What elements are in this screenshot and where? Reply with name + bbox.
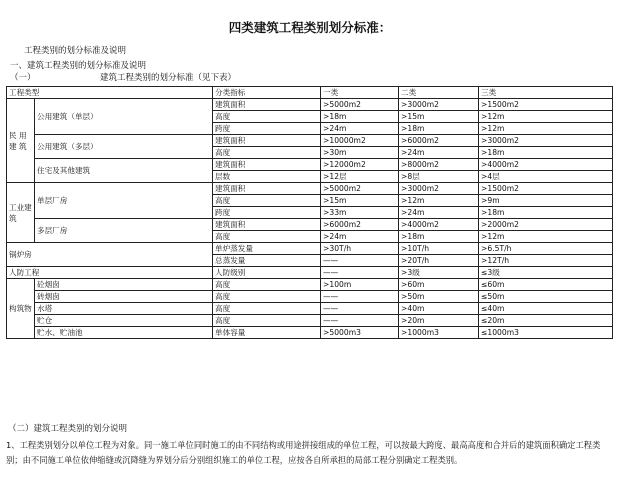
- table-row: [7, 159, 613, 171]
- value-cell: >3级: [399, 267, 479, 279]
- table-row: [7, 315, 613, 327]
- table-row: [7, 327, 613, 339]
- value-cell: ——: [321, 267, 399, 279]
- table-row: [7, 243, 613, 255]
- value-cell: ≤40m: [479, 303, 613, 315]
- value-cell: >4000m2: [399, 219, 479, 231]
- subtype-cell: 多层厂房: [35, 219, 213, 243]
- value-cell: >12000m2: [321, 159, 399, 171]
- value-cell: >20m: [399, 315, 479, 327]
- value-cell: >6000m2: [321, 219, 399, 231]
- value-cell: >4层: [479, 171, 613, 183]
- table-body: [7, 99, 613, 339]
- value-cell: ≤3级: [479, 267, 613, 279]
- value-cell: >9m: [479, 195, 613, 207]
- subtype-cell: 公用建筑（单层）: [35, 99, 213, 135]
- value-cell: >40m: [399, 303, 479, 315]
- value-cell: >10000m2: [321, 135, 399, 147]
- value-cell: >30T/h: [321, 243, 399, 255]
- subsection-one-label: （一）: [10, 73, 36, 83]
- table-row: [7, 291, 613, 303]
- table-row: [7, 183, 613, 195]
- subtype-cell: 砖烟囱: [35, 291, 213, 303]
- indicator-cell: 层数: [213, 171, 321, 183]
- table-header-row: [7, 87, 613, 99]
- header-cell: 三类: [479, 87, 613, 99]
- value-cell: ≤1000m3: [479, 327, 613, 339]
- indicator-cell: 单炉蒸发量: [213, 243, 321, 255]
- value-cell: >6000m2: [399, 135, 479, 147]
- value-cell: >6.5T/h: [479, 243, 613, 255]
- subtype-cell: 贮水、贮油池: [35, 327, 213, 339]
- value-cell: ——: [321, 291, 399, 303]
- paragraph-lead: 1、工程类别划分以单位工程为对象。: [6, 440, 145, 450]
- value-cell: >12T/h: [479, 255, 613, 267]
- value-cell: >4000m2: [479, 159, 613, 171]
- value-cell: ≤60m: [479, 279, 613, 291]
- value-cell: ——: [321, 303, 399, 315]
- value-cell: >33m: [321, 207, 399, 219]
- indicator-cell: 跨度: [213, 123, 321, 135]
- value-cell: >10T/h: [399, 243, 479, 255]
- value-cell: >3000m2: [399, 183, 479, 195]
- value-cell: >12m: [479, 123, 613, 135]
- explanation-paragraph: [6, 438, 614, 468]
- value-cell: >12层: [321, 171, 399, 183]
- indicator-cell: 人防级别: [213, 267, 321, 279]
- subsection-one: [10, 71, 237, 83]
- page-title: 四类建筑工程类别划分标准：: [228, 20, 392, 35]
- value-cell: >20T/h: [399, 255, 479, 267]
- indicator-cell: 高度: [213, 303, 321, 315]
- subtype-cell: 砼烟囱: [35, 279, 213, 291]
- value-cell: >5000m2: [321, 183, 399, 195]
- value-cell: >18m: [479, 147, 613, 159]
- subtype-cell: 公用建筑（多层）: [35, 135, 213, 159]
- group-cell: 工业建筑: [7, 183, 35, 243]
- paragraph-body: 同一施工单位同时施工的由不同结构或用途拼接组成的单位工程，可以按最大跨度、最高高度和合并后的建筑面积确定工程类别；由不同施工单位依伸缩缝或沉降缝为界划分后分别组织施工的单位工程，应按各自所承担的局部工程分别确定工程类别。: [6, 440, 601, 465]
- indicator-cell: 高度: [213, 231, 321, 243]
- value-cell: ——: [321, 255, 399, 267]
- value-cell: >15m: [399, 111, 479, 123]
- group-cell: 构筑物: [7, 279, 35, 339]
- header-cell: 一类: [321, 87, 399, 99]
- value-cell: >24m: [321, 231, 399, 243]
- table-row: [7, 303, 613, 315]
- table-row: [7, 267, 613, 279]
- indicator-cell: 高度: [213, 279, 321, 291]
- indicator-cell: 高度: [213, 111, 321, 123]
- value-cell: ——: [321, 315, 399, 327]
- value-cell: >60m: [399, 279, 479, 291]
- value-cell: >1500m2: [479, 183, 613, 195]
- intro-text: 工程类别的划分标准及说明: [24, 46, 127, 56]
- subtype-cell: 贮仓: [35, 315, 213, 327]
- value-cell: >12m: [479, 231, 613, 243]
- indicator-cell: 建筑面积: [213, 159, 321, 171]
- indicator-cell: 总蒸发量: [213, 255, 321, 267]
- value-cell: >12m: [479, 111, 613, 123]
- value-cell: >18m: [321, 111, 399, 123]
- value-cell: >18m: [479, 207, 613, 219]
- value-cell: >8层: [399, 171, 479, 183]
- value-cell: ≤20m: [479, 315, 613, 327]
- section-one-heading: 一、建筑工程类别的划分标准及说明: [10, 61, 147, 71]
- value-cell: >24m: [399, 207, 479, 219]
- subsection-one-title: 建筑工程类别的划分标准（见下表）: [100, 73, 237, 83]
- value-cell: >18m: [399, 123, 479, 135]
- value-cell: >5000m2: [321, 99, 399, 111]
- category-table: [6, 86, 613, 339]
- indicator-cell: 高度: [213, 195, 321, 207]
- group-cell: 民 用 建 筑: [7, 99, 35, 183]
- indicator-cell: 单体容量: [213, 327, 321, 339]
- value-cell: ≤50m: [479, 291, 613, 303]
- table-row: [7, 219, 613, 231]
- section-two-heading: （二）建筑工程类别的划分说明: [8, 424, 128, 434]
- indicator-cell: 高度: [213, 291, 321, 303]
- subtype-cell: 水塔: [35, 303, 213, 315]
- indicator-cell: 建筑面积: [213, 135, 321, 147]
- value-cell: >18m: [399, 231, 479, 243]
- value-cell: >3000m2: [479, 135, 613, 147]
- value-cell: >2000m2: [479, 219, 613, 231]
- value-cell: >3000m2: [399, 99, 479, 111]
- indicator-cell: 建筑面积: [213, 219, 321, 231]
- indicator-cell: 建筑面积: [213, 183, 321, 195]
- value-cell: >30m: [321, 147, 399, 159]
- subtype-cell: 住宅及其他建筑: [35, 159, 213, 183]
- value-cell: >15m: [321, 195, 399, 207]
- header-cell: 分类指标: [213, 87, 321, 99]
- table-row: [7, 279, 613, 291]
- indicator-cell: 建筑面积: [213, 99, 321, 111]
- indicator-cell: 高度: [213, 315, 321, 327]
- group-cell: 人防工程: [7, 267, 213, 279]
- value-cell: >1500m2: [479, 99, 613, 111]
- subtype-cell: 单层厂房: [35, 183, 213, 219]
- table-row: [7, 135, 613, 147]
- value-cell: >12m: [399, 195, 479, 207]
- value-cell: >24m: [321, 123, 399, 135]
- value-cell: >50m: [399, 291, 479, 303]
- value-cell: >24m: [399, 147, 479, 159]
- table-row: [7, 99, 613, 111]
- indicator-cell: 高度: [213, 147, 321, 159]
- group-cell: 锅炉房: [7, 243, 213, 267]
- value-cell: >5000m3: [321, 327, 399, 339]
- value-cell: >100m: [321, 279, 399, 291]
- value-cell: >8000m2: [399, 159, 479, 171]
- value-cell: >1000m3: [399, 327, 479, 339]
- header-cell: 工程类型: [7, 87, 213, 99]
- indicator-cell: 跨度: [213, 207, 321, 219]
- header-cell: 二类: [399, 87, 479, 99]
